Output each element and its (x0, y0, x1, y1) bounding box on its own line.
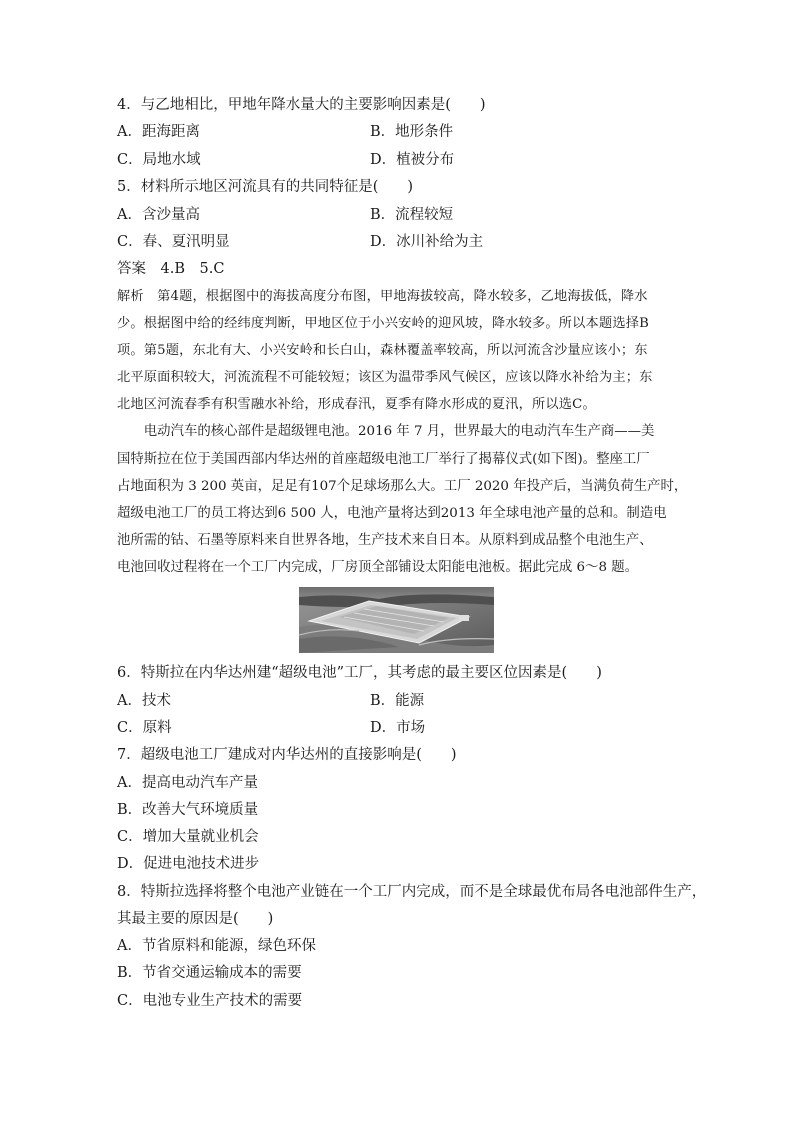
material-line: 电池回收过程将在一个工厂内完成，厂房顶全部铺设太阳能电池板。据此完成 6～8 题。 (117, 560, 639, 575)
material-line: 超级电池工厂的员工将达到6 500 人，电池产量将达到2013 年全球电池产量的总和。制造电 (117, 506, 667, 521)
q6-option-b: B．能源 (370, 693, 425, 709)
q5-option-a: A．含沙量高 (117, 207, 200, 223)
q4-option-c: C．局地水域 (117, 152, 201, 168)
q5-option-d: D．冰川补给为主 (370, 234, 484, 250)
q7-option-b: B．改善大气环境质量 (117, 802, 259, 818)
factory-photo-graphic (299, 587, 494, 653)
q4-option-d: D．植被分布 (370, 152, 455, 168)
analysis-line: 少。根据图中给的经纬度判断，甲地区位于小兴安岭的迎风坡，降水较多。所以本题选择B (117, 316, 649, 331)
q6-option-a: A．技术 (117, 693, 171, 709)
q7-option-d: D．促进电池技术进步 (117, 856, 260, 872)
q6-option-d: D．市场 (370, 720, 426, 736)
q6-option-c: C．原料 (117, 720, 172, 736)
material-line: 电动汽车的核心部件是超级锂电池。2016 年 7 月，世界最大的电动汽车生产商——美 (117, 424, 655, 439)
q5-option-c: C．春、夏汛明显 (117, 234, 230, 250)
q6-stem: 6．特斯拉在内华达州建“超级电池”工厂，其考虑的最主要区位因素是( ) (117, 665, 602, 681)
q7-option-a: A．提高电动汽车产量 (117, 775, 258, 791)
factory-photo (299, 587, 494, 653)
analysis-line: 项。第5题，东北有大、小兴安岭和长白山，森林覆盖率较高，所以河流含沙量应该小；东 (117, 343, 648, 358)
material-line: 池所需的钴、石墨等原料来自世界各地，生产技术来自日本。从原料到成品整个电池生产、 (117, 533, 653, 548)
q8-stem-cont: 其最主要的原因是( ) (117, 911, 274, 927)
q4-option-a: A．距海距离 (117, 124, 200, 140)
analysis-line: 北平原面积较大，河流流程不可能较短；该区为温带季风气候区，应该以降水补给为主；东 (117, 370, 653, 385)
q4-stem: 4．与乙地相比，甲地年降水量大的主要影响因素是( ) (117, 97, 486, 113)
answer-line: 答案 4.B 5.C (117, 261, 225, 277)
q5-stem: 5．材料所示地区河流具有的共同特征是( ) (117, 179, 414, 195)
q8-option-a: A．节省原料和能源，绿色环保 (117, 938, 316, 954)
q4-option-b: B．地形条件 (370, 124, 454, 140)
q7-stem: 7．超级电池工厂建成对内华达州的直接影响是( ) (117, 747, 457, 763)
q8-option-c: C．电池专业生产技术的需要 (117, 993, 303, 1009)
analysis-line: 解析 第4题，根据图中的海拔高度分布图，甲地海拔较高，降水较多，乙地海拔低，降水 (117, 289, 648, 304)
material-line: 国特斯拉在位于美国西部内华达州的首座超级电池工厂举行了揭幕仪式(如下图)。整座工厂 (117, 452, 650, 467)
q7-option-c: C．增加大量就业机会 (117, 829, 259, 845)
material-line: 占地面积为 3 200 英亩，足足有107个足球场那么大。工厂 2020 年投产后，当满负荷生产时， (117, 479, 688, 494)
q5-option-b: B．流程较短 (370, 207, 454, 223)
analysis-line: 北地区河流春季有积雪融水补给，形成春汛，夏季有降水形成的夏汛，所以选C。 (117, 397, 596, 412)
q8-option-b: B．节省交通运输成本的需要 (117, 965, 302, 981)
q8-stem: 8．特斯拉选择将整个电池产业链在一个工厂内完成，而不是全球最优布局各电池部件生产， (117, 884, 707, 900)
